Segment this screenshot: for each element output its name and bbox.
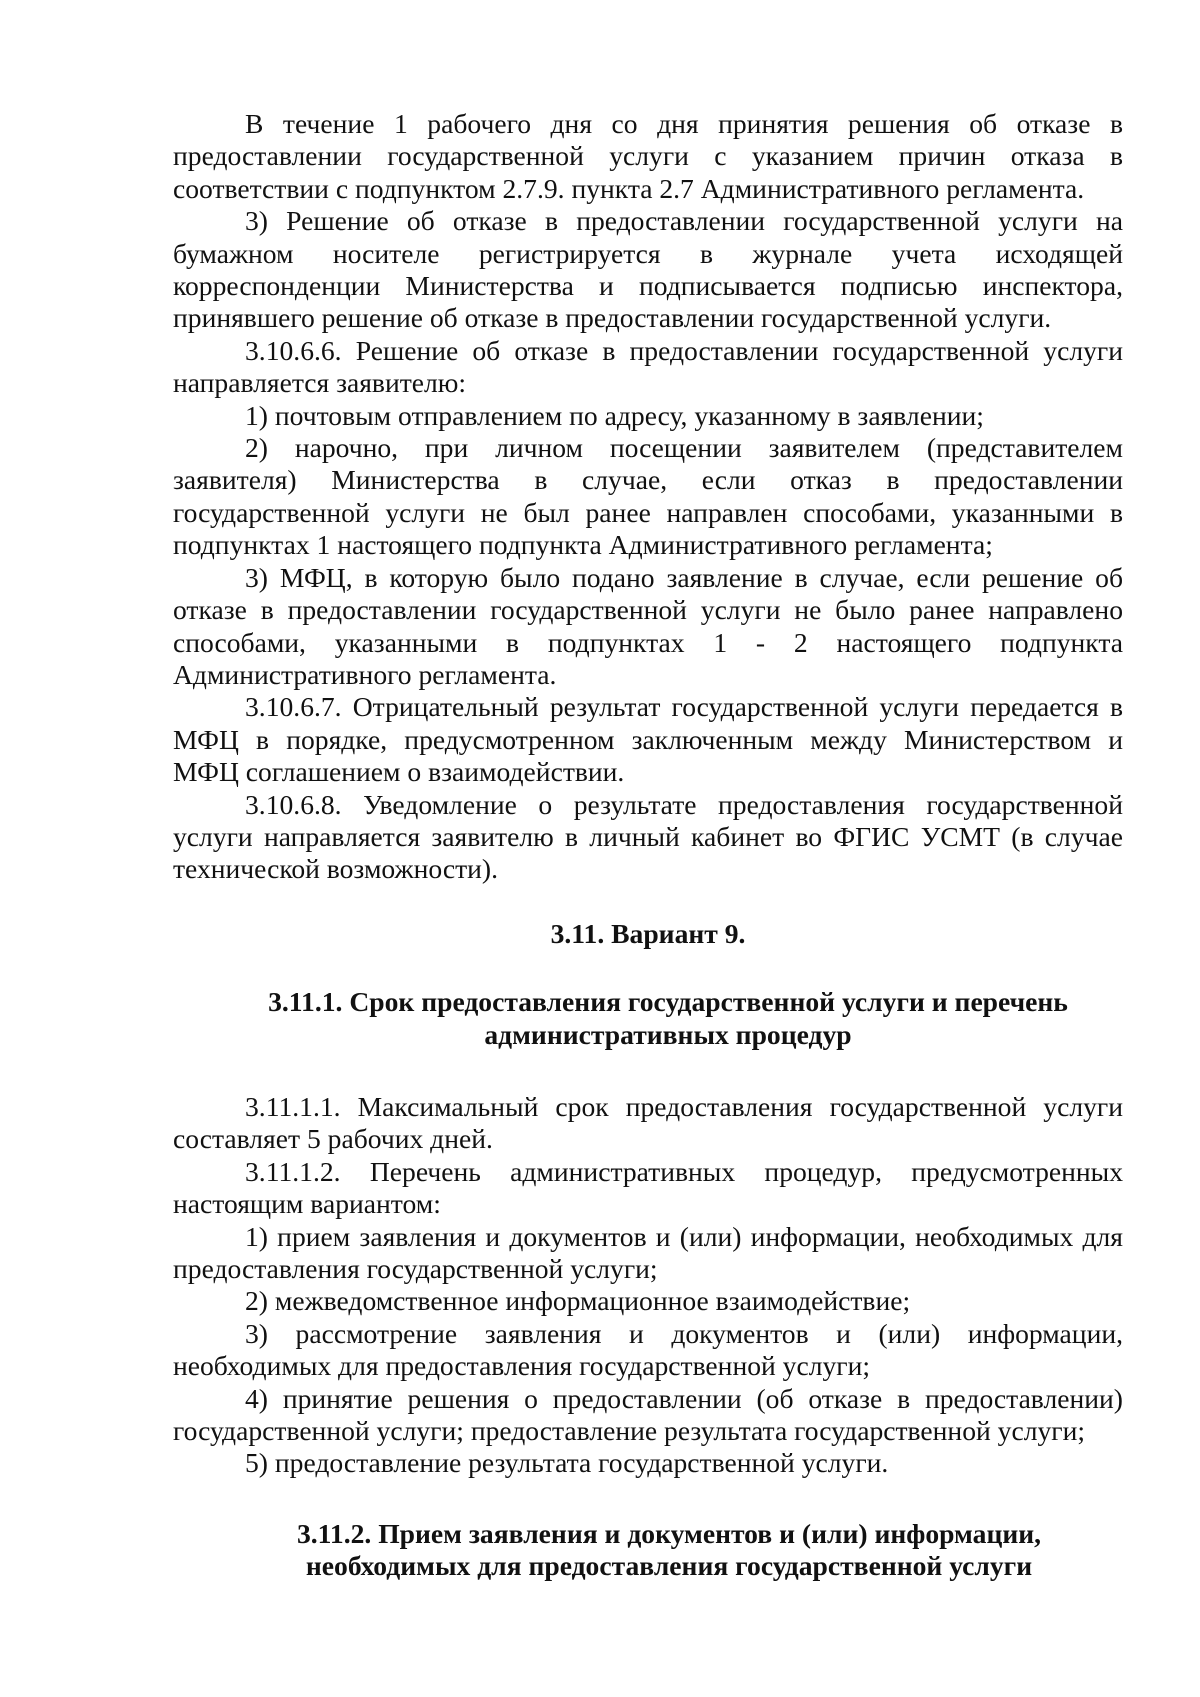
paragraph: 1) почтовым отправлением по адресу, указанному в заявлении; bbox=[245, 399, 984, 431]
paragraph: 3.10.6.8. Уведомление о результате предоставления государственной услуги направляется заявителю в личный кабинет во ФГИС УСМТ (в случае технической возможности). bbox=[173, 788, 1123, 885]
paragraph: 3.10.6.6. Решение об отказе в предоставлении государственной услуги направляется заявителю: bbox=[173, 334, 1123, 399]
paragraph: 3.11.1.2. Перечень административных процедур, предусмотренных настоящим вариантом: bbox=[173, 1155, 1123, 1220]
document-page bbox=[173, 108, 1123, 1583]
subsection-heading-3-11-2: 3.11.2. Прием заявления и документов и (или) информации, необходимых для предоставления государственной услуги bbox=[296, 1517, 1042, 1582]
list-item: 3) рассмотрение заявления и документов и (или) информации, необходимых для предоставления государственной услуги; bbox=[173, 1317, 1123, 1382]
paragraph: 2) нарочно, при личном посещении заявителем (представителем заявителя) Министерства в случае, если отказ в предоставлении государственной услуги не был ранее направлен способами, указанными в подпунктах 1 настоящего подпункта Административного регламента; bbox=[173, 432, 1123, 561]
paragraph: 3.11.1.1. Максимальный срок предоставления государственной услуги составляет 5 рабочих дней. bbox=[173, 1090, 1123, 1155]
list-item: 1) прием заявления и документов и (или) информации, необходимых для предоставления государственной услуги; bbox=[173, 1220, 1123, 1284]
paragraph: 3.10.6.7. Отрицательный результат государственной услуги передается в МФЦ в порядке, предусмотренном заключенным между Министерством и МФЦ соглашением о взаимодействии. bbox=[173, 691, 1123, 788]
paragraph: 3) МФЦ, в которую было подано заявление в случае, если решение об отказе в предоставлении государственной услуги не было ранее направлено способами, указанными в подпунктах 1 - 2 настоящего подпункта Административного регламента. bbox=[173, 561, 1123, 690]
subsection-heading-3-11-1: 3.11.1. Срок предоставления государственной услуги и перечень административных процедур bbox=[268, 986, 1068, 1050]
paragraph: В течение 1 рабочего дня со дня принятия решения об отказе в предоставлении государственной услуги с указанием причин отказа в соответствии с подпунктом 2.7.9. пункта 2.7 Административного регламента. bbox=[173, 108, 1123, 204]
list-item: 4) принятие решения о предоставлении (об отказе в предоставлении) государственной услуги; предоставление результата государственной услуги; bbox=[173, 1382, 1123, 1447]
section-heading-variant: 3.11. Вариант 9. bbox=[550, 917, 746, 949]
list-item: 2) межведомственное информационное взаимодействие; bbox=[245, 1285, 911, 1317]
list-item: 5) предоставление результата государственной услуги. bbox=[245, 1447, 889, 1479]
paragraph: 3) Решение об отказе в предоставлении государственной услуги на бумажном носителе регистрируется в журнале учета исходящей корреспонденции Министерства и подписывается подписью инспектора, принявшего решение об отказе в предоставлении государственной услуги. bbox=[173, 205, 1123, 334]
